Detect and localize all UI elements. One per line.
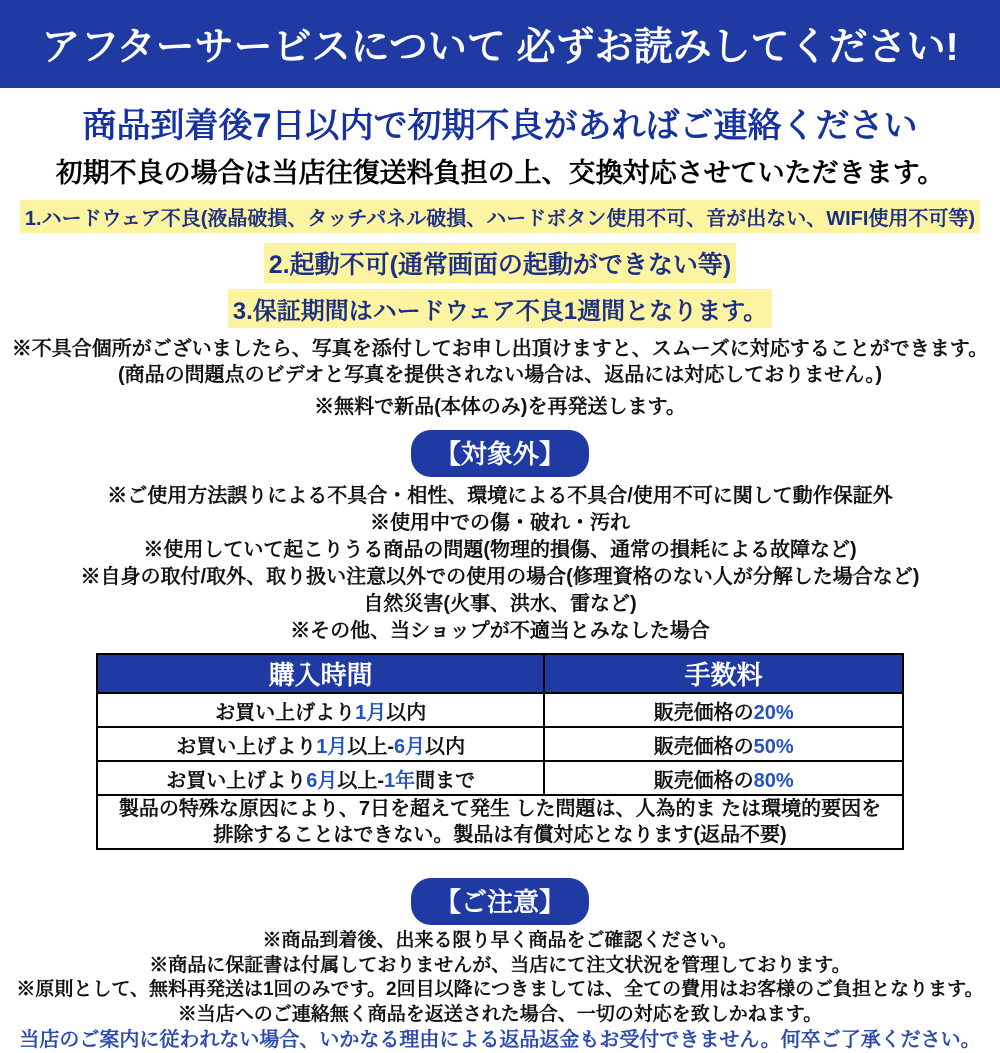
table-row bbox=[97, 761, 903, 795]
fee-cell: 販売価格の50% bbox=[544, 727, 903, 761]
table-row bbox=[97, 727, 903, 761]
banner-title: アフターサービスについて 必ずお読みしてください! bbox=[41, 26, 959, 69]
fee-table bbox=[96, 653, 904, 850]
exclusion-item: ※その他、当ショップが不適当とみなした場合 bbox=[290, 620, 710, 642]
table-row bbox=[97, 693, 903, 727]
exclusion-item: ※ご使用方法誤りによる不具合・相性、環境による不具合/使用不可に関して動作保証外 bbox=[107, 485, 893, 507]
after-service-banner bbox=[0, 0, 1000, 88]
purchase-time-cell: お買い上げより1月以内 bbox=[97, 693, 544, 727]
note-photo-request: ※不具合個所がございましたら、写真を添付してお申し出頂けますと、スムーズに対応することができます。 bbox=[11, 338, 989, 360]
exclusion-item: ※使用中での傷・破れ・汚れ bbox=[370, 512, 630, 534]
caution-note-check-early: ※商品到着後、出来る限り早く商品をご確認ください。 bbox=[262, 930, 738, 951]
fee-table-header-row bbox=[97, 654, 903, 693]
fee-cell: 販売価格の20% bbox=[544, 693, 903, 727]
exclusions-badge: 【対象外】 bbox=[411, 430, 589, 477]
fee-table-footer-note: 製品の特殊な原因により、7日を超えて発生 した問題は、人為的ま たは環境的要因を 排除することはできない。製品は有償対応となります(返品不要) bbox=[97, 795, 903, 849]
fee-cell: 販売価格の80% bbox=[544, 761, 903, 795]
exclusion-list bbox=[0, 483, 1000, 645]
highlight-text: 2.起動不可(通常画面の起動ができない等) bbox=[264, 243, 737, 283]
note-video-required: (商品の問題点のビデオと写真を提供されない場合は、返品には対応しておりません。) bbox=[117, 364, 883, 386]
highlight-line-hardware-defect bbox=[0, 200, 1000, 233]
caution-note-no-warranty-card: ※商品に保証書は付属しておりませんが、当店にて注文状況を管理しております。 bbox=[149, 954, 851, 976]
exclusion-item: ※使用していて起こりうる商品の問題(物理的損傷、通常の損耗による故障など) bbox=[143, 539, 857, 561]
purchase-time-cell: お買い上げより6月以上-1年間まで bbox=[97, 761, 544, 795]
table-footer-row bbox=[97, 795, 903, 849]
exclusion-item: ※自身の取付/取外、取り扱い注意以外での使用の場合(修理資格のない人が分解した場合など) bbox=[80, 566, 920, 588]
fee-table-header-fee: 手数料 bbox=[544, 654, 903, 693]
highlight-line-warranty-period bbox=[0, 289, 1000, 328]
highlight-text: 1.ハードウェア不良(液晶破損、タッチパネル破損、ハードボタン使用不可、音が出ない、WIFI使用不可等) bbox=[20, 200, 980, 233]
caution-note-no-contact-return: ※当店へのご連絡無く商品を返送された場合、一切の対応を致しかねます。 bbox=[177, 1003, 823, 1025]
caution-notes bbox=[0, 929, 1000, 1053]
intro-notes bbox=[0, 336, 1000, 420]
final-note: 当店のご案内に従われない場合、いかなる理由による返品返金もお受付できません。何卒ご了承ください。 bbox=[19, 1029, 981, 1051]
initial-defect-headline: 商品到着後7日以内で初期不良があればご連絡ください bbox=[82, 107, 918, 145]
caution-note-one-free-resend: ※原則として、無料再発送は1回のみです。2回目以降につきましては、全ての費用はお客様のご負担となります。 bbox=[16, 979, 984, 1000]
initial-defect-subheadline: 初期不良の場合は当店往復送料負担の上、交換対応させていただきます。 bbox=[55, 158, 945, 188]
fee-table-header-purchase-time: 購入時間 bbox=[97, 654, 544, 693]
highlight-line-boot-failure bbox=[0, 243, 1000, 283]
note-free-resend: ※無料で新品(本体のみ)を再発送します。 bbox=[314, 396, 686, 418]
exclusion-item: 自然災害(火事、洪水、雷など) bbox=[363, 593, 637, 615]
purchase-time-cell: お買い上げより1月以上-6月以内 bbox=[97, 727, 544, 761]
caution-badge: 【ご注意】 bbox=[411, 878, 589, 925]
highlight-text: 3.保証期間はハードウェア不良1週間となります。 bbox=[228, 289, 772, 328]
